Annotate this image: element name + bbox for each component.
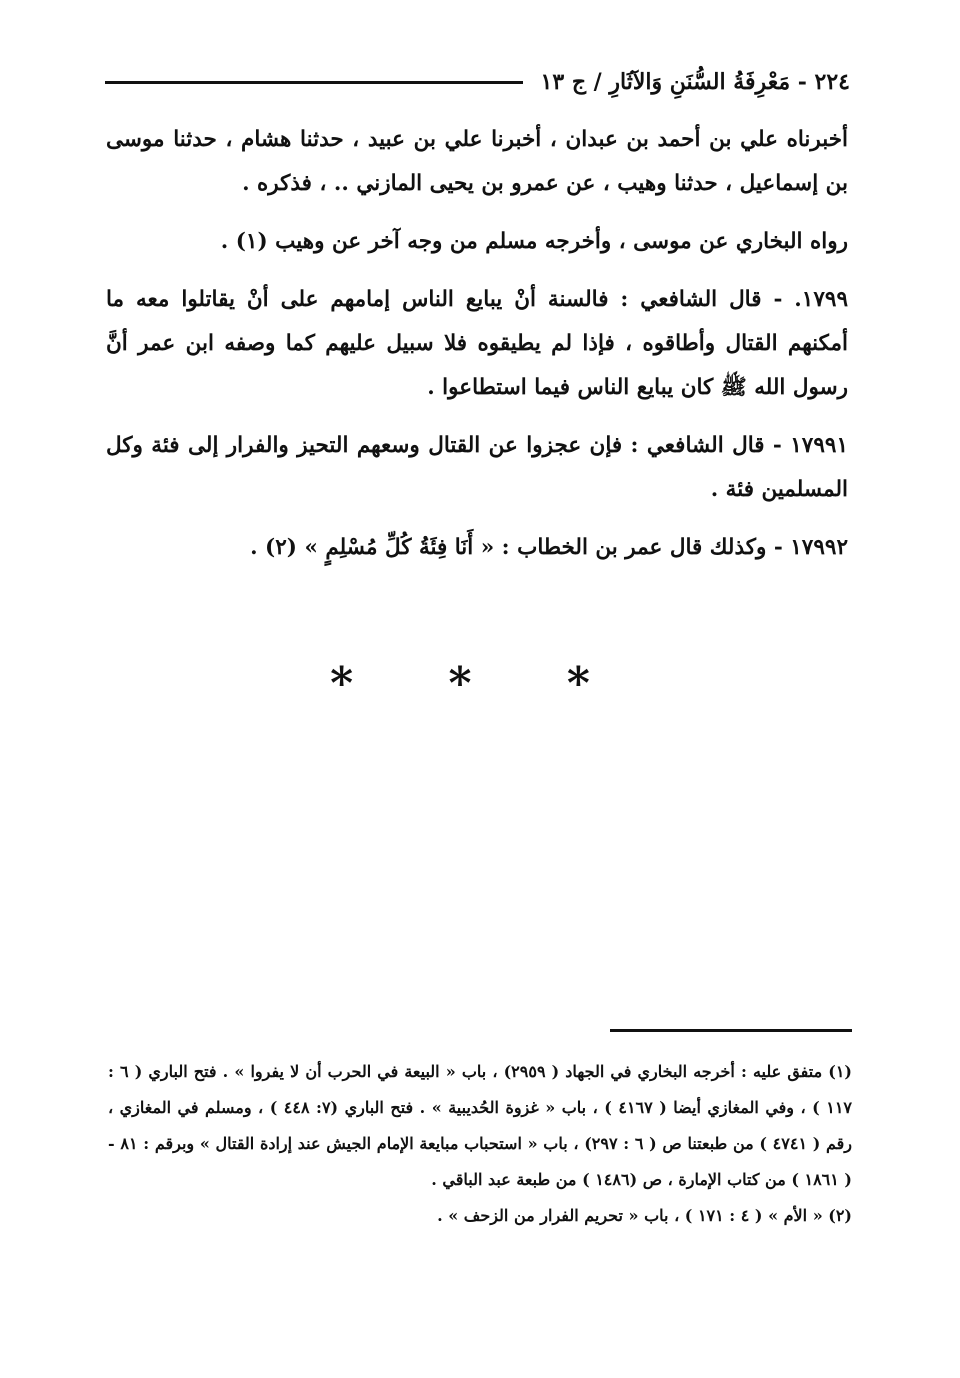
- footnote-rule: [610, 1029, 852, 1032]
- running-head: [105, 62, 850, 102]
- footnotes: [108, 1054, 852, 1234]
- running-head-title: ٢٢٤ - مَعْرِفَةُ السُّنَنِ وَالآثَارِ / ج ١٣: [540, 69, 850, 95]
- paragraph-1799: ١٧٩٩. - قال الشافعي : فالسنة أنْ يبايع الناس إمامهم على أنْ يقاتلوا معه ما أمكنهم القتال وأطاقوه ، فإذا لم يطيقوه فلا سبيل عليهم كما وصفه ابن عمر أنَّ رسول الله ﷺ كان يبايع الناس فيما استطاعوا .: [106, 287, 848, 400]
- paragraph-isnad: أخبرناه علي بن أحمد بن عبدان ، أخبرنا علي بن عبيد ، حدثنا هشام ، حدثنا موسى بن إسماعيل ، حدثنا وهيب ، عن عمرو بن يحيى المازني .. ، فذكره .: [106, 127, 848, 196]
- footnote-2: (٢) « الأم » ( ٤ : ١٧١ ) ، باب « تحريم الفرار من الزحف » .: [437, 1206, 852, 1225]
- section-separator: * * *: [330, 658, 630, 709]
- main-text: [106, 118, 848, 584]
- paragraph-17992: ١٧٩٩٢ - وكذلك قال عمر بن الخطاب : « أَنَا فِئَةُ كُلِّ مُسْلِمٍ » (٢) .: [250, 535, 848, 560]
- header-rule: [105, 81, 523, 84]
- paragraph-17991: ١٧٩٩١ - قال الشافعي : فإن عجزوا عن القتال وسعهم التحيز والفرار إلى فئة وكل المسلمين فئة .: [106, 433, 848, 502]
- paragraph-riwaya: رواه البخاري عن موسى ، وأخرجه مسلم من وجه آخر عن وهيب (١) .: [220, 229, 848, 254]
- footnote-1: (١) متفق عليه : أخرجه البخاري في الجهاد ( ٢٩٥٩) ، باب « البيعة في الحرب أن لا يفروا » . فتح الباري ( ٦ : ١١٧ ) ، وفي المغازي أيضا ( ٤١٦٧ ) ، باب « غزوة الحُديبية » . فتح الباري (٧: ٤٤٨ ) ، ومسلم في المغازي ، رقم ( ٤٧٤١ ) من طبعتنا ص ( ٦ : ٢٩٧) ، باب « استحباب مبايعة الإمام الجيش عند إرادة القتال » وبرقم : ٨١ - ( ١٨٦١ ) من كتاب الإمارة ، ص (١٤٨٦ ) من طبعة عبد الباقي .: [108, 1062, 853, 1189]
